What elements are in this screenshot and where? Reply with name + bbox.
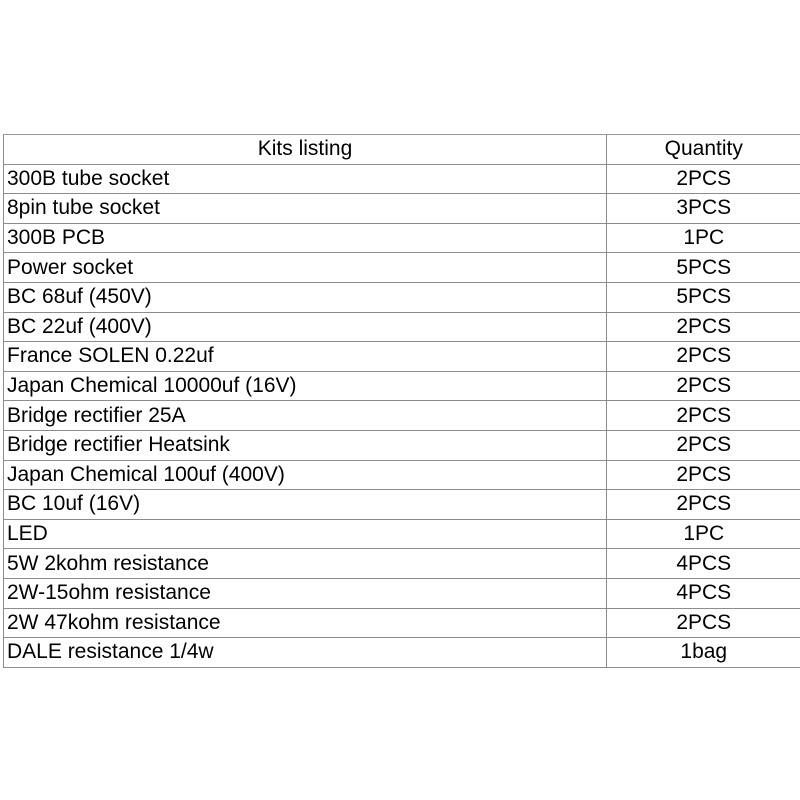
item-cell: Bridge rectifier 25A bbox=[4, 401, 607, 431]
table-row bbox=[4, 401, 800, 431]
quantity-cell: 2PCS bbox=[607, 490, 800, 520]
quantity-header: Quantity bbox=[607, 135, 800, 165]
item-cell: 2W 47kohm resistance bbox=[4, 608, 607, 638]
item-cell: DALE resistance 1/4w bbox=[4, 638, 607, 668]
item-cell: France SOLEN 0.22uf bbox=[4, 342, 607, 372]
item-cell: Japan Chemical 100uf (400V) bbox=[4, 460, 607, 490]
item-cell: Power socket bbox=[4, 253, 607, 283]
table-row bbox=[4, 253, 800, 283]
quantity-cell: 2PCS bbox=[607, 164, 800, 194]
quantity-cell: 5PCS bbox=[607, 282, 800, 312]
item-cell: BC 22uf (400V) bbox=[4, 312, 607, 342]
table-row bbox=[4, 608, 800, 638]
table-row bbox=[4, 519, 800, 549]
quantity-cell: 2PCS bbox=[607, 342, 800, 372]
table-row bbox=[4, 342, 800, 372]
item-cell: BC 68uf (450V) bbox=[4, 282, 607, 312]
table-row bbox=[4, 490, 800, 520]
item-cell: 5W 2kohm resistance bbox=[4, 549, 607, 579]
table-row bbox=[4, 430, 800, 460]
item-cell: Bridge rectifier Heatsink bbox=[4, 430, 607, 460]
quantity-cell: 2PCS bbox=[607, 460, 800, 490]
table-row bbox=[4, 638, 800, 668]
item-cell: 300B PCB bbox=[4, 223, 607, 253]
quantity-cell: 1PC bbox=[607, 223, 800, 253]
quantity-cell: 1bag bbox=[607, 638, 800, 668]
table-row bbox=[4, 164, 800, 194]
quantity-cell: 5PCS bbox=[607, 253, 800, 283]
item-cell: 2W-15ohm resistance bbox=[4, 578, 607, 608]
table-row bbox=[4, 371, 800, 401]
quantity-cell: 2PCS bbox=[607, 608, 800, 638]
item-cell: LED bbox=[4, 519, 607, 549]
table-header-row bbox=[4, 135, 800, 165]
quantity-cell: 2PCS bbox=[607, 401, 800, 431]
quantity-cell: 4PCS bbox=[607, 549, 800, 579]
quantity-cell: 2PCS bbox=[607, 430, 800, 460]
table-row bbox=[4, 194, 800, 224]
table-row bbox=[4, 549, 800, 579]
kits-table bbox=[3, 134, 800, 668]
table-row bbox=[4, 578, 800, 608]
quantity-cell: 3PCS bbox=[607, 194, 800, 224]
table-row bbox=[4, 460, 800, 490]
item-cell: 300B tube socket bbox=[4, 164, 607, 194]
kits-listing-header: Kits listing bbox=[4, 135, 607, 165]
quantity-cell: 2PCS bbox=[607, 371, 800, 401]
item-cell: 8pin tube socket bbox=[4, 194, 607, 224]
table-row bbox=[4, 312, 800, 342]
quantity-cell: 2PCS bbox=[607, 312, 800, 342]
table-row bbox=[4, 223, 800, 253]
table-row bbox=[4, 282, 800, 312]
item-cell: Japan Chemical 10000uf (16V) bbox=[4, 371, 607, 401]
quantity-cell: 1PC bbox=[607, 519, 800, 549]
item-cell: BC 10uf (16V) bbox=[4, 490, 607, 520]
quantity-cell: 4PCS bbox=[607, 578, 800, 608]
